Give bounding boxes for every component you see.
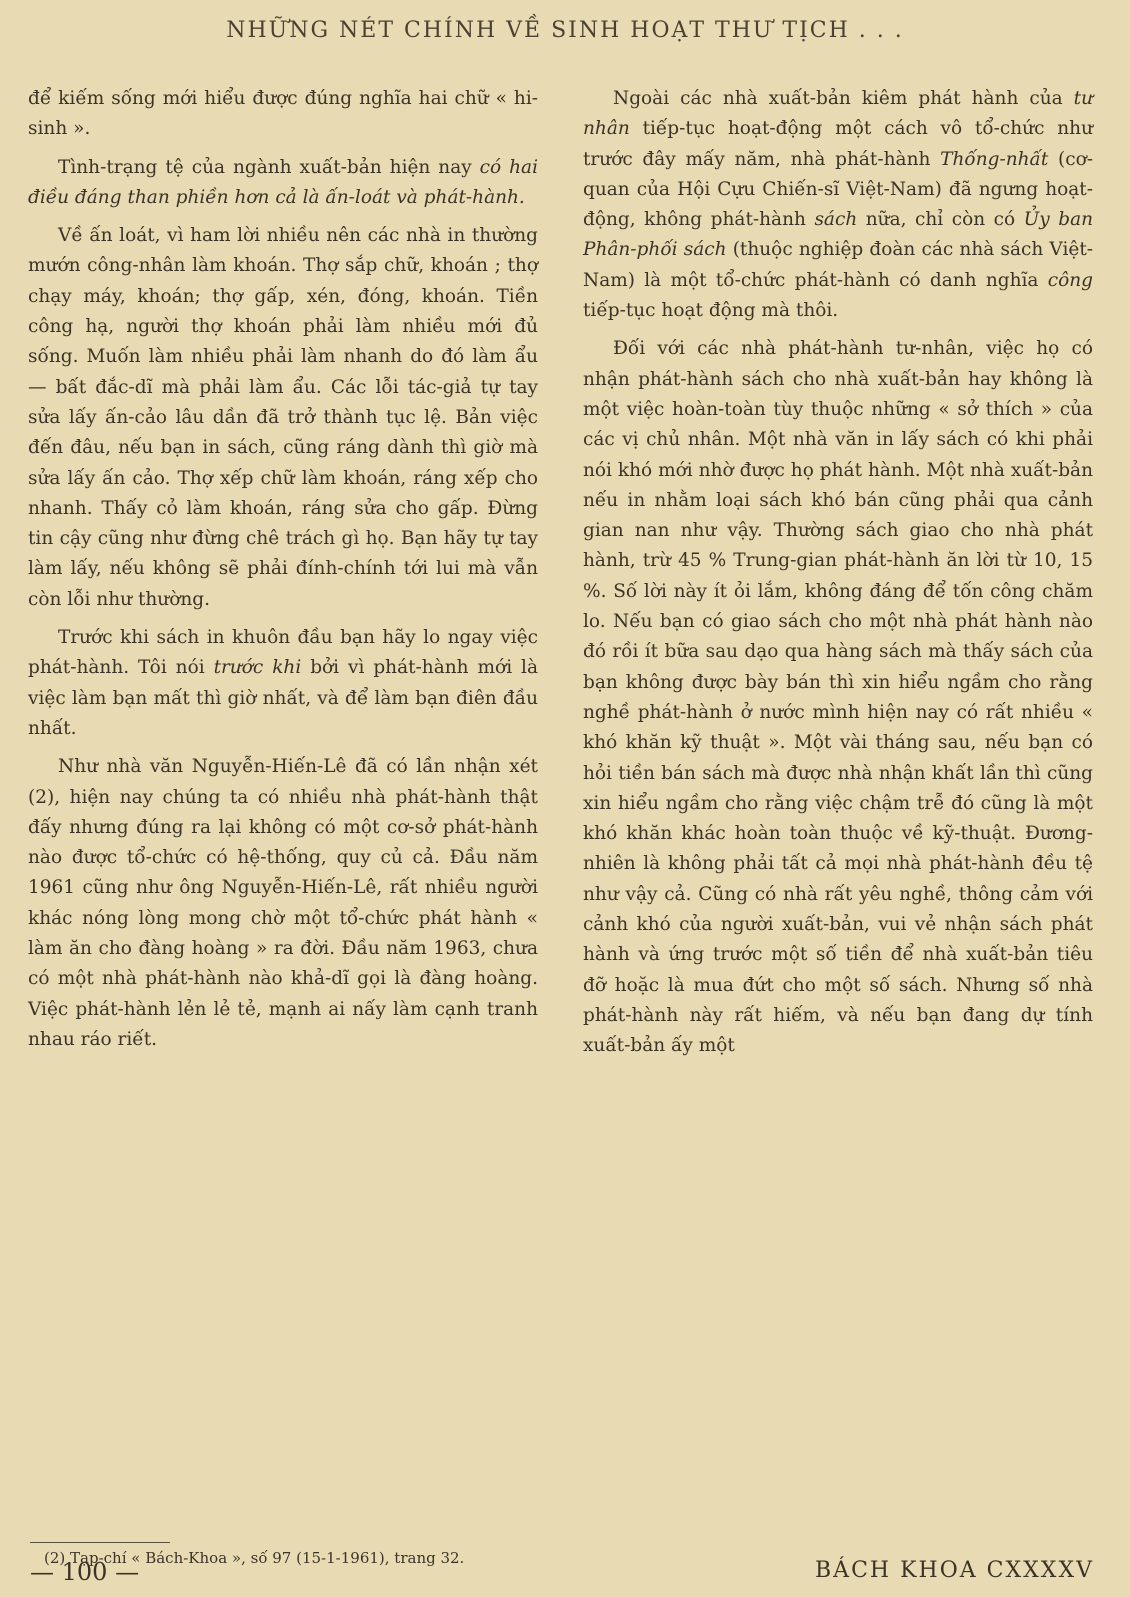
emphasis-text: công (1047, 269, 1093, 291)
paragraph-text: tiếp-tục hoạt-động một cách vô tổ-chức như trước đây mấy năm, nhà phát-hành (583, 118, 1093, 170)
footnote-divider (30, 1542, 170, 1543)
emphasis-text: tư nhân (583, 88, 1093, 140)
paragraph (28, 153, 538, 214)
paragraph-text: (cơ-quan của Hội Cựu Chiến-sĩ Việt-Nam) đã ngưng hoạt-động, không phát-hành (583, 148, 1093, 231)
paragraph-text: Ngoài các nhà xuất-bản kiêm phát hành của (613, 88, 1074, 109)
emphasis-text: có hai điều đáng than phiền hơn cả là ấn-loát và phát-hành. (28, 156, 538, 208)
paragraph: để kiếm sống mới hiểu được đúng nghĩa hai chữ « hi-sinh ». (28, 88, 538, 140)
emphasis-text: Ủy ban Phân-phối sách (583, 209, 1094, 261)
footnote: (2) Tạp-chí « Bách-Khoa », số 97 (15-1-1961), trang 32. (44, 1549, 465, 1567)
paragraph-text: bởi vì phát-hành mới là việc làm bạn mất thì giờ nhất, và để làm bạn điên đầu nhất. (28, 657, 538, 739)
left-column (28, 84, 538, 1063)
paragraph: Đối với các nhà phát-hành tư-nhân, việc họ có nhận phát-hành sách cho nhà xuất-bản hay không là một việc hoàn-toàn tùy thuộc những « sở thích » của các vị chủ nhân. Một nhà văn in lấy sách có khi phải nói khó mới nhờ được họ phát hành. Một nhà xuất-bản nếu in nhằm loại sách khó bán cũng phải qua cảnh gian nan như vậy. Thường sách giao cho nhà phát hành, trừ 45 % Trung-gian phát-hành ăn lời từ 10, 15 %. Số lời này ít ỏi lắm, không đáng để tốn công chăm lo. Nếu bạn có giao sách cho một nhà phát hành nào đó rồi ít bữa sau dạo qua hàng sách mà thấy sách của bạn không được bày bán thì xin hiểu ngầm cho rằng nghề phát-hành ở nước mình hiện nay có rất nhiều « khó khăn kỹ thuật ». Một vài tháng sau, nếu bạn có hỏi tiền bán sách mà được nhà nhận khất lần thì cũng xin hiểu ngầm cho rằng việc chậm trễ đó cũng là một khó khăn khác hoàn toàn thuộc về kỹ-thuật. Đương-nhiên là không phải tất cả mọi nhà phát-hành đều tệ như vậy cả. Cũng có nhà rất yêu nghề, thông cảm với cảnh khó của người xuất-bản, vui vẻ nhận sách phát hành và ứng trước một số tiền để nhà xuất-bản tiêu đỡ hoặc là mua đứt cho một số sách. Nhưng số nhà phát-hành này rất hiếm, và nếu bạn đang dự tính xuất-bản ấy một (583, 338, 1093, 1057)
paragraph-text: tiếp-tục hoạt động mà thôi. (583, 300, 839, 322)
paragraph: Về ấn loát, vì ham lời nhiều nên các nhà in thường mướn công-nhân làm khoán. Thợ sắp chữ, khoán ; thợ chạy máy, khoán; thợ gấp, xén, đóng, khoán. Tiền công hạ, người thợ khoán phải làm nhiều mới đủ sống. Muốn làm nhiều phải làm nhanh do đó làm ẩu — bất đắc-dĩ mà phải làm ẩu. Các lỗi tác-giả tự tay sửa lấy ấn-cảo lâu dần đã trở thành tục lệ. Bản việc đến đâu, nếu bạn in sách, cũng ráng dành thì giờ mà sửa lấy ấn cảo. Thợ xếp chữ làm khoán, ráng xếp cho nhanh. Thấy cỏ làm khoán, ráng sửa cho gấp. Đừng tin cậy cũng như đừng chê trách gì họ. Bạn hãy tự tay làm lấy, nếu không sẽ phải đính-chính tới lui mà vẫn còn lỗi như thường. (28, 225, 538, 610)
running-title: NHỮNG NÉT CHÍNH VỀ SINH HOẠT THƯ TỊCH . . . (226, 18, 904, 43)
journal-title: BÁCH KHOA CXXXXV (815, 1558, 1094, 1583)
right-column (583, 84, 1093, 1070)
paragraph-text: Trước khi sách in khuôn đầu bạn hãy lo ngay việc phát-hành. Tôi nói (28, 627, 538, 679)
paragraph (28, 623, 538, 744)
paragraph-text: nữa, chỉ còn có (857, 209, 1024, 231)
page-number: — 100 — (30, 1558, 140, 1586)
paragraph-text: Tình-trạng tệ của ngành xuất-bản hiện nay (58, 156, 480, 178)
emphasis-text: sách (814, 209, 858, 231)
paragraph-text: (thuộc nghiệp đoàn các nhà sách Việt-Nam) là một tổ-chức phát-hành có danh nghĩa (583, 239, 1093, 291)
emphasis-text: Thống-nhất (940, 148, 1049, 170)
paragraph (583, 84, 1093, 326)
paragraph: Như nhà văn Nguyễn-Hiến-Lê đã có lần nhận xét (2), hiện nay chúng ta có nhiều nhà phát-hành thật đấy nhưng đúng ra lại không có một cơ-sở phát-hành nào được tổ-chức có hệ-thống, quy củ cả. Đầu năm 1961 cũng như ông Nguyễn-Hiến-Lê, rất nhiều người khác nóng lòng mong chờ một tổ-chức phát hành « làm ăn cho đàng hoàng » ra đời. Đầu năm 1963, chưa có một nhà phát-hành nào khả-dĩ gọi là đàng hoàng. Việc phát-hành lẻn lẻ tẻ, mạnh ai nấy làm cạnh tranh nhau ráo riết. (28, 756, 538, 1050)
emphasis-text: trước khi (213, 657, 302, 679)
